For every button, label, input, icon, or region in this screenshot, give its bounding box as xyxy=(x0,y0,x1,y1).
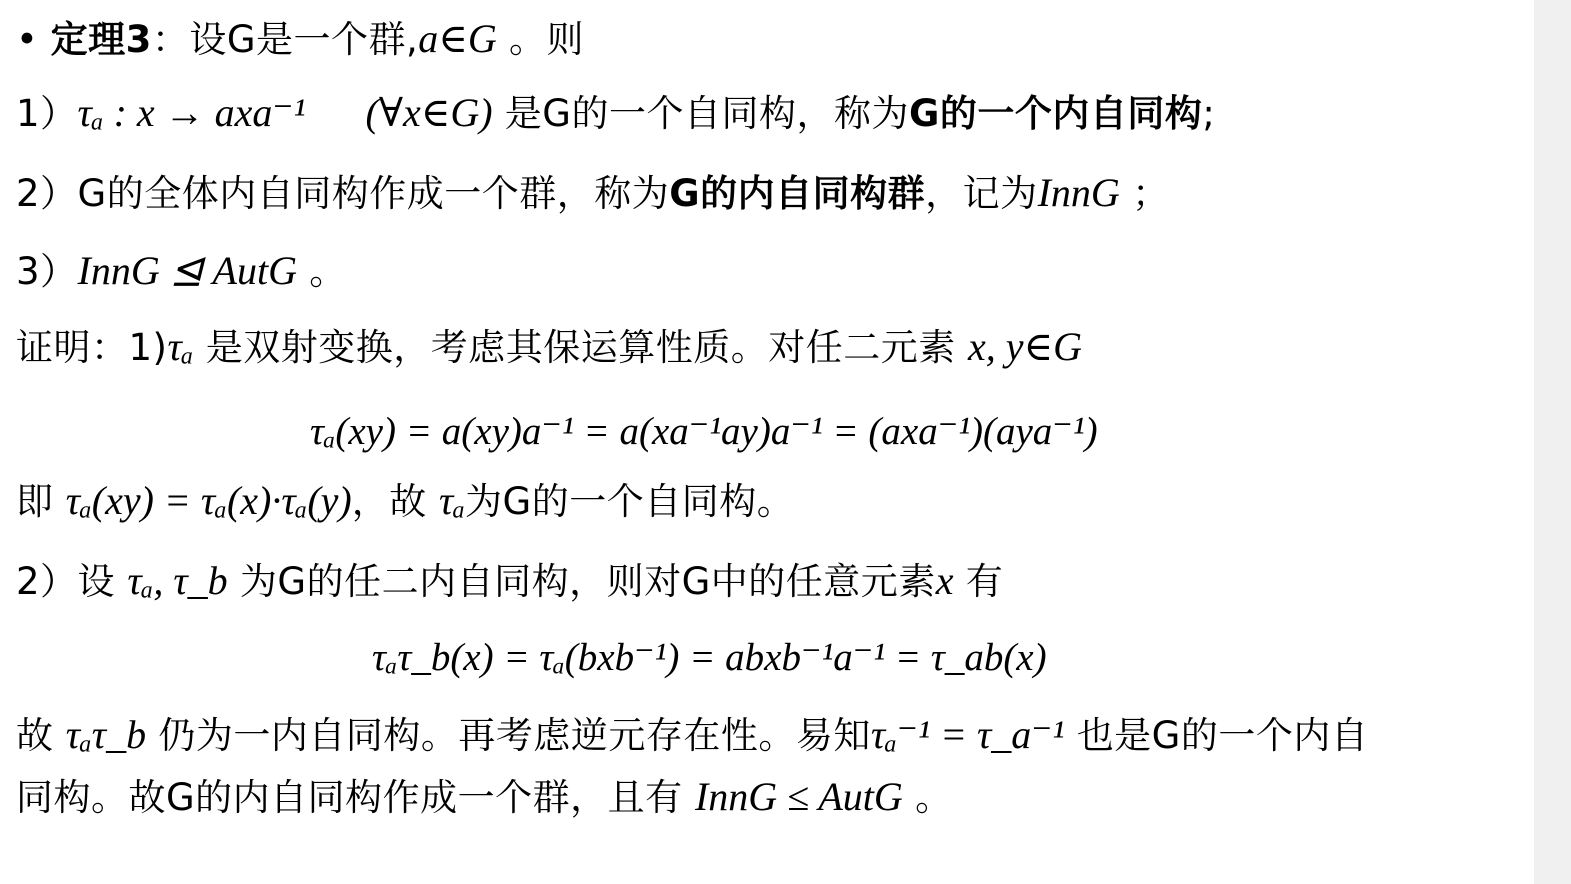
theorem-item-1 xyxy=(16,90,1215,137)
item-tail: ; xyxy=(1202,92,1216,135)
item-number: 3） xyxy=(16,250,78,293)
proof-math: τₐτ_b xyxy=(65,712,147,757)
proof-text: 是双射变换，考虑其保运算性质。对任二元素 xyxy=(205,326,956,369)
proof-line-3 xyxy=(16,558,1003,605)
item-text: 是G的一个自同构，称为 xyxy=(504,92,909,135)
proof-math-2: x, y∈G xyxy=(968,324,1083,369)
item-math: InnG ⊴ AutG xyxy=(77,248,297,293)
scrollbar-track[interactable] xyxy=(1534,0,1571,884)
proof-tail: 。 xyxy=(915,776,953,819)
theorem-label: 定理3 xyxy=(50,18,152,61)
proof-tail: 为G的一个自同构。 xyxy=(465,480,795,523)
proof-math: τₐ(xy) = τₐ(x)·τₐ(y) xyxy=(65,478,352,523)
proof-tail: 也是G的一个内自 xyxy=(1076,714,1369,757)
proof-math-2: x xyxy=(935,558,954,603)
equation-2: τₐτ_b(x) = τₐ(bxb⁻¹) = abxb⁻¹a⁻¹ = τ_ab(x) xyxy=(372,636,1047,679)
proof-line-4 xyxy=(16,712,1368,759)
proof-text: 同构。故G的内自同构作成一个群，且有 xyxy=(16,776,683,819)
proof-text: 为G的任二内自同构，则对G中的任意元素 xyxy=(239,560,936,603)
item-text-2: ，记为 xyxy=(925,172,1038,215)
item-math-quantifier: (∀x∈G) xyxy=(365,90,493,135)
item-text: G的全体内自同构作成一个群，称为 xyxy=(77,172,670,215)
proof-math-2: τₐ⁻¹ = τ_a⁻¹ xyxy=(870,712,1065,757)
proof-line-5 xyxy=(16,774,953,821)
proof-math: τₐ xyxy=(167,324,194,369)
proof-prefix: 故 xyxy=(16,714,54,757)
item-math: InnG xyxy=(1037,170,1120,215)
item-tail: 。 xyxy=(309,250,347,293)
theorem-heading xyxy=(16,16,584,63)
item-math: τₐ : x → axa⁻¹ xyxy=(77,90,306,135)
equation-1: τₐ(xy) = a(xy)a⁻¹ = a(xa⁻¹ay)a⁻¹ = (axa⁻¹)(aya⁻¹) xyxy=(310,410,1098,453)
proof-prefix: 即 xyxy=(16,480,54,523)
proof-math: τₐ, τ_b xyxy=(127,558,228,603)
theorem-item-3 xyxy=(16,248,347,295)
proof-text: ，故 xyxy=(351,480,427,523)
proof-math-2: τₐ xyxy=(439,478,466,523)
bullet: • xyxy=(16,18,39,61)
theorem-tail: 。则 xyxy=(509,18,585,61)
theorem-item-2 xyxy=(16,170,1170,217)
theorem-text: 设G是一个群, xyxy=(189,18,419,61)
proof-math: InnG ≤ AutG xyxy=(694,774,903,819)
proof-text: 仍为一内自同构。再考虑逆元存在性。易知 xyxy=(158,714,871,757)
item-bold-term: G的内自同构群 xyxy=(669,172,926,215)
proof-line-2 xyxy=(16,478,794,525)
proof-prefix: 2）设 xyxy=(16,560,116,603)
item-number: 2） xyxy=(16,172,78,215)
proof-line-1 xyxy=(16,324,1082,371)
item-tail: ； xyxy=(1132,172,1170,215)
theorem-colon: ： xyxy=(151,18,190,61)
item-bold-term: G的一个内自同构 xyxy=(908,92,1203,135)
item-number: 1） xyxy=(16,92,78,135)
theorem-math: a∈G xyxy=(418,16,497,61)
proof-label: 证明：1) xyxy=(16,326,168,369)
proof-tail: 有 xyxy=(965,560,1004,603)
